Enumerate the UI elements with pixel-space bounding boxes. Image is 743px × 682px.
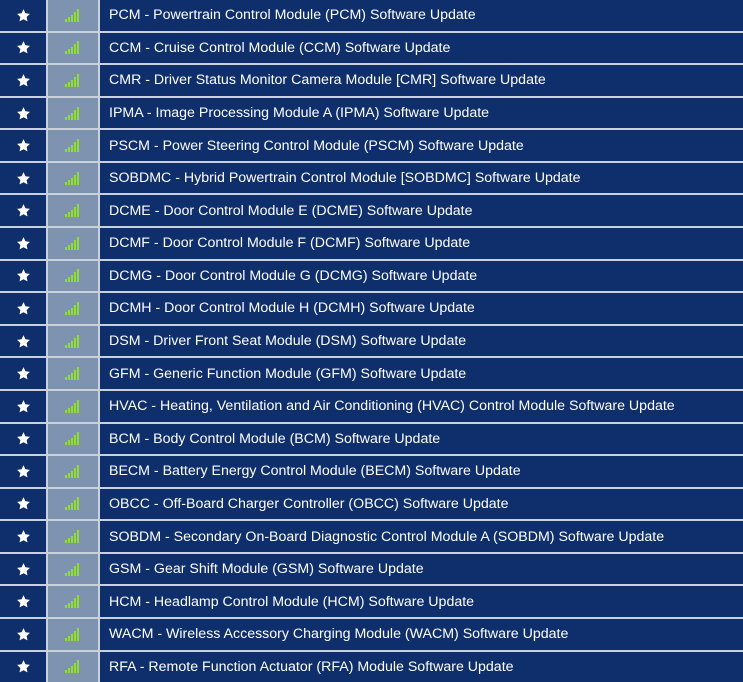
- favorite-cell[interactable]: [0, 521, 46, 552]
- star-icon[interactable]: [16, 464, 31, 479]
- favorite-cell[interactable]: [0, 163, 46, 194]
- star-icon[interactable]: [16, 529, 31, 544]
- signal-strength-icon: [65, 107, 81, 120]
- module-row[interactable]: [0, 65, 743, 96]
- favorite-cell[interactable]: [0, 424, 46, 455]
- module-name[interactable]: WACM - Wireless Accessory Charging Module (WACM) Software Update: [100, 619, 743, 650]
- star-icon[interactable]: [16, 203, 31, 218]
- star-icon[interactable]: [16, 171, 31, 186]
- module-name[interactable]: CMR - Driver Status Monitor Camera Module [CMR] Software Update: [100, 65, 743, 96]
- star-icon[interactable]: [16, 40, 31, 55]
- module-row[interactable]: [0, 554, 743, 585]
- favorite-cell[interactable]: [0, 261, 46, 292]
- signal-cell: [48, 424, 98, 455]
- module-row[interactable]: [0, 391, 743, 422]
- module-name[interactable]: RFA - Remote Function Actuator (RFA) Module Software Update: [100, 652, 743, 682]
- module-row[interactable]: [0, 489, 743, 520]
- module-name[interactable]: DCME - Door Control Module E (DCME) Software Update: [100, 195, 743, 226]
- signal-cell: [48, 489, 98, 520]
- star-icon[interactable]: [16, 138, 31, 153]
- module-name[interactable]: BCM - Body Control Module (BCM) Software Update: [100, 424, 743, 455]
- signal-strength-icon: [65, 595, 81, 608]
- signal-strength-icon: [65, 367, 81, 380]
- signal-strength-icon: [65, 41, 81, 54]
- module-row[interactable]: [0, 586, 743, 617]
- module-name[interactable]: BECM - Battery Energy Control Module (BECM) Software Update: [100, 456, 743, 487]
- favorite-cell[interactable]: [0, 228, 46, 259]
- signal-cell: [48, 358, 98, 389]
- signal-cell: [48, 326, 98, 357]
- signal-strength-icon: [65, 269, 81, 282]
- signal-strength-icon: [65, 74, 81, 87]
- signal-strength-icon: [65, 660, 81, 673]
- signal-strength-icon: [65, 204, 81, 217]
- favorite-cell[interactable]: [0, 358, 46, 389]
- module-row[interactable]: [0, 195, 743, 226]
- module-name[interactable]: GFM - Generic Function Module (GFM) Software Update: [100, 358, 743, 389]
- favorite-cell[interactable]: [0, 130, 46, 161]
- module-row[interactable]: [0, 326, 743, 357]
- signal-strength-icon: [65, 465, 81, 478]
- favorite-cell[interactable]: [0, 0, 46, 31]
- module-name[interactable]: PCM - Powertrain Control Module (PCM) Software Update: [100, 0, 743, 31]
- signal-strength-icon: [65, 628, 81, 641]
- star-icon[interactable]: [16, 73, 31, 88]
- signal-strength-icon: [65, 563, 81, 576]
- module-name[interactable]: DCMF - Door Control Module F (DCMF) Software Update: [100, 228, 743, 259]
- star-icon[interactable]: [16, 106, 31, 121]
- module-row[interactable]: [0, 424, 743, 455]
- module-name[interactable]: DCMG - Door Control Module G (DCMG) Software Update: [100, 261, 743, 292]
- module-row[interactable]: [0, 228, 743, 259]
- signal-strength-icon: [65, 432, 81, 445]
- module-name[interactable]: DSM - Driver Front Seat Module (DSM) Software Update: [100, 326, 743, 357]
- favorite-cell[interactable]: [0, 195, 46, 226]
- star-icon[interactable]: [16, 8, 31, 23]
- signal-strength-icon: [65, 302, 81, 315]
- signal-cell: [48, 586, 98, 617]
- favorite-cell[interactable]: [0, 326, 46, 357]
- signal-strength-icon: [65, 530, 81, 543]
- module-row[interactable]: [0, 0, 743, 31]
- favorite-cell[interactable]: [0, 489, 46, 520]
- module-name[interactable]: SOBDMC - Hybrid Powertrain Control Module [SOBDMC] Software Update: [100, 163, 743, 194]
- signal-cell: [48, 293, 98, 324]
- signal-strength-icon: [65, 172, 81, 185]
- module-name[interactable]: SOBDM - Secondary On-Board Diagnostic Control Module A (SOBDM) Software Update: [100, 521, 743, 552]
- signal-cell: [48, 0, 98, 31]
- module-name[interactable]: DCMH - Door Control Module H (DCMH) Software Update: [100, 293, 743, 324]
- star-icon[interactable]: [16, 334, 31, 349]
- star-icon[interactable]: [16, 431, 31, 446]
- module-row[interactable]: [0, 358, 743, 389]
- signal-cell: [48, 65, 98, 96]
- signal-cell: [48, 130, 98, 161]
- star-icon[interactable]: [16, 301, 31, 316]
- star-icon[interactable]: [16, 594, 31, 609]
- module-row[interactable]: [0, 619, 743, 650]
- signal-cell: [48, 228, 98, 259]
- signal-cell: [48, 619, 98, 650]
- star-icon[interactable]: [16, 627, 31, 642]
- star-icon[interactable]: [16, 366, 31, 381]
- module-row[interactable]: [0, 130, 743, 161]
- module-row[interactable]: [0, 521, 743, 552]
- module-name[interactable]: OBCC - Off-Board Charger Controller (OBCC) Software Update: [100, 489, 743, 520]
- signal-cell: [48, 456, 98, 487]
- signal-cell: [48, 554, 98, 585]
- favorite-cell[interactable]: [0, 65, 46, 96]
- favorite-cell[interactable]: [0, 33, 46, 64]
- module-name[interactable]: PSCM - Power Steering Control Module (PSCM) Software Update: [100, 130, 743, 161]
- signal-cell: [48, 33, 98, 64]
- signal-strength-icon: [65, 335, 81, 348]
- signal-cell: [48, 521, 98, 552]
- star-icon[interactable]: [16, 236, 31, 251]
- module-name[interactable]: GSM - Gear Shift Module (GSM) Software Update: [100, 554, 743, 585]
- star-icon[interactable]: [16, 562, 31, 577]
- favorite-cell[interactable]: [0, 619, 46, 650]
- signal-strength-icon: [65, 400, 81, 413]
- favorite-cell[interactable]: [0, 652, 46, 682]
- signal-cell: [48, 98, 98, 129]
- star-icon[interactable]: [16, 659, 31, 674]
- module-row[interactable]: [0, 163, 743, 194]
- module-name[interactable]: CCM - Cruise Control Module (CCM) Software Update: [100, 33, 743, 64]
- signal-cell: [48, 652, 98, 682]
- module-row[interactable]: [0, 98, 743, 129]
- favorite-cell[interactable]: [0, 586, 46, 617]
- favorite-cell[interactable]: [0, 554, 46, 585]
- favorite-cell[interactable]: [0, 293, 46, 324]
- module-row[interactable]: [0, 33, 743, 64]
- signal-cell: [48, 195, 98, 226]
- signal-strength-icon: [65, 237, 81, 250]
- star-icon[interactable]: [16, 268, 31, 283]
- favorite-cell[interactable]: [0, 98, 46, 129]
- star-icon[interactable]: [16, 496, 31, 511]
- signal-cell: [48, 261, 98, 292]
- signal-strength-icon: [65, 139, 81, 152]
- signal-strength-icon: [65, 497, 81, 510]
- module-name[interactable]: IPMA - Image Processing Module A (IPMA) Software Update: [100, 98, 743, 129]
- signal-strength-icon: [65, 9, 81, 22]
- module-row[interactable]: [0, 293, 743, 324]
- module-name[interactable]: HVAC - Heating, Ventilation and Air Conditioning (HVAC) Control Module Software Update: [100, 391, 743, 422]
- favorite-cell[interactable]: [0, 391, 46, 422]
- module-row[interactable]: [0, 652, 743, 682]
- signal-cell: [48, 163, 98, 194]
- module-row[interactable]: [0, 261, 743, 292]
- favorite-cell[interactable]: [0, 456, 46, 487]
- signal-cell: [48, 391, 98, 422]
- module-row[interactable]: [0, 456, 743, 487]
- module-name[interactable]: HCM - Headlamp Control Module (HCM) Software Update: [100, 586, 743, 617]
- star-icon[interactable]: [16, 399, 31, 414]
